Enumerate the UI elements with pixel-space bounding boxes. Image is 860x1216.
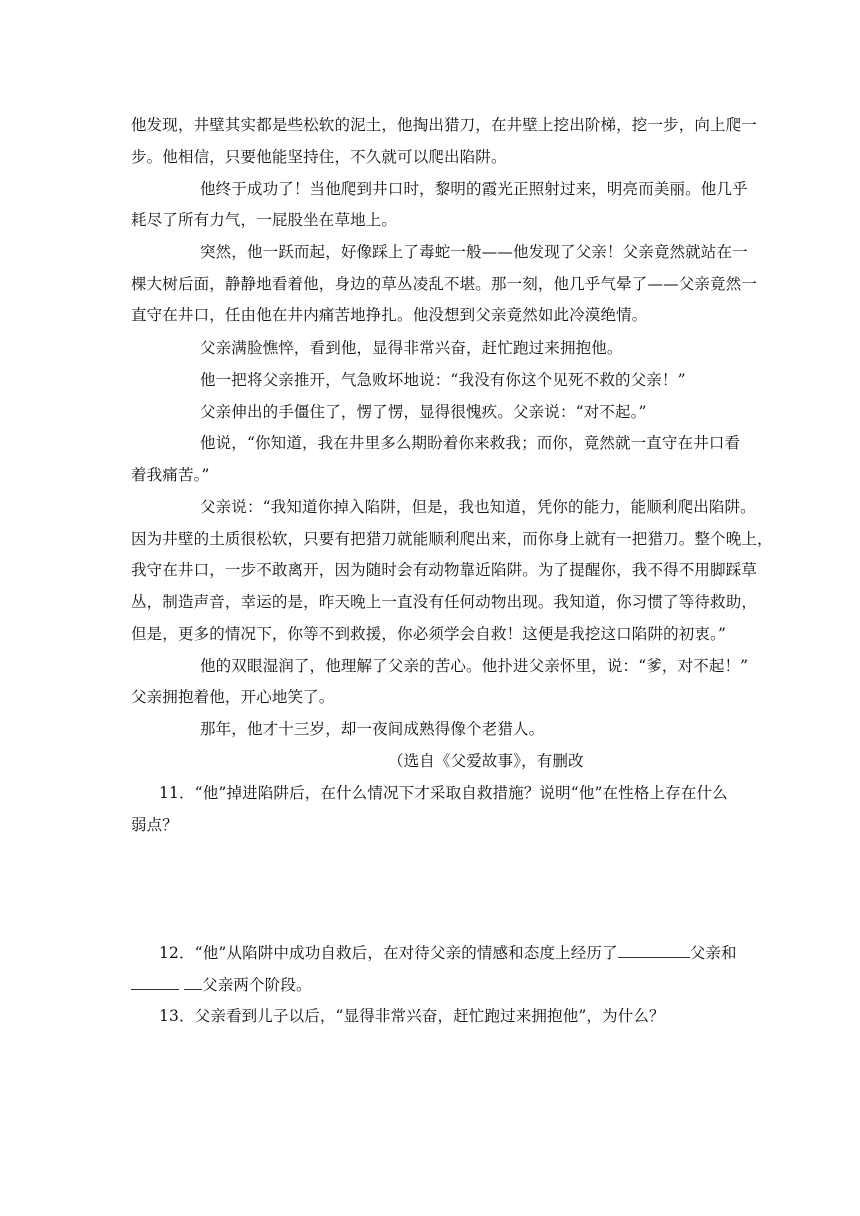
- story-line: 父亲满脸憔悴，看到他，显得非常兴奋，赶忙跑过来拥抱他。: [200, 339, 623, 357]
- story-line: 着我痛苦。”: [131, 466, 210, 484]
- story-line: 棵大树后面，静静地看着他，身边的草丛凌乱不堪。那一刻，他几乎气晕了——父亲竟然一: [131, 275, 758, 293]
- question-11: 11．“他”掉进陷阱后，在什么情况下才采取自救措施？说明“他”在性格上存在什么: [159, 784, 728, 802]
- story-line: 直守在井口，任由他在井内痛苦地挣扎。他没想到父亲竟然如此冷漠绝情。: [131, 306, 648, 324]
- answer-blank-1[interactable]: [618, 941, 690, 958]
- question-12-text: 12．“他”从陷阱中成功自救后，在对待父亲的情感和态度上经历了: [159, 944, 618, 962]
- story-line: 父亲伸出的手僵住了，愣了愣，显得很愧疚。父亲说：“对不起。”: [200, 403, 647, 421]
- story-line: 耗尽了所有力气，一屁股坐在草地上。: [131, 211, 398, 229]
- story-line: 我守在井口，一步不敢离开，因为随时会有动物靠近陷阱。为了提醒你，我不得不用脚踩草: [131, 561, 758, 579]
- answer-blank-2b[interactable]: [184, 973, 202, 990]
- source-citation: （选自《父爱故事》，有删改: [388, 752, 584, 770]
- story-line: 步。他相信，只要他能坚持住，不久就可以爬出陷阱。: [131, 148, 507, 166]
- question-12: [159, 941, 737, 964]
- story-line: 他发现，井壁其实都是些松软的泥土，他掏出猎刀，在井壁上挖出阶梯，挖一步，向上爬一: [131, 116, 758, 134]
- story-line: 突然，他一跃而起，好像踩上了毒蛇一般——他发现了父亲！父亲竟然就站在一: [200, 243, 748, 261]
- question-12-text-3: 父亲两个阶段。: [202, 976, 312, 994]
- question-12-cont: [131, 973, 312, 996]
- question-13: 13．父亲看到儿子以后，“显得非常兴奋，赶忙跑过来拥抱他”，为什么？: [159, 1007, 665, 1025]
- story-line: 因为井壁的土质很松软，只要有把猎刀就能顺利爬出来，而你身上就有一把猎刀。整个晚上，: [131, 530, 773, 548]
- story-line: 父亲拥抱着他，开心地笑了。: [131, 688, 335, 706]
- question-12-text-2: 父亲和: [689, 944, 737, 962]
- story-line: 丛，制造声音，幸运的是，昨天晚上一直没有任何动物出现。我知道，你习惯了等待救助，: [131, 593, 758, 611]
- story-line: 父亲说：“我知道你掉入陷阱，但是，我也知道，凭你的能力，能顺利爬出陷阱。: [200, 498, 756, 516]
- story-line: 他的双眼湿润了，他理解了父亲的苦心。他扑进父亲怀里，说：“爹，对不起！”: [200, 657, 749, 675]
- question-11-cont: 弱点？: [131, 816, 178, 834]
- story-line: 那年，他才十三岁，却一夜间成熟得像个老猎人。: [200, 720, 545, 738]
- story-line: 他一把将父亲推开，气急败坏地说：“我没有你这个见死不救的父亲！”: [200, 371, 686, 389]
- answer-blank-2[interactable]: [131, 973, 179, 990]
- story-line: 他说，“你知道，我在井里多么期盼着你来救我；而你，竟然就一直守在井口看: [200, 434, 741, 452]
- story-line: 但是，更多的情况下，你等不到救援，你必须学会自救！这便是我挖这口陷阱的初衷。”: [131, 625, 727, 643]
- story-line: 他终于成功了！当他爬到井口时，黎明的霞光正照射过来，明亮而美丽。他几乎: [200, 180, 748, 198]
